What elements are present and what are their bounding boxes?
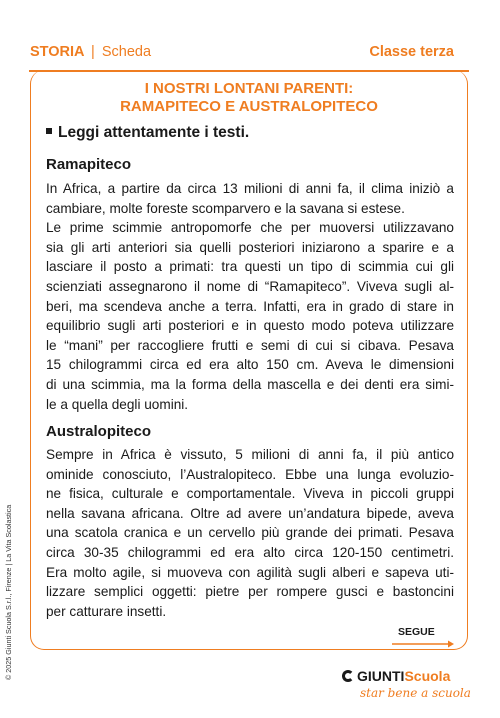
text-line: lasciare il posto a primati: tra questi un tipo di scimmia cui gli (46, 259, 454, 275)
logo-brand: GIUNTI (357, 668, 405, 684)
logo-tagline: star bene a scuola (360, 686, 471, 700)
text-line: equilibrio sugli arti posteriori e in questo modo poteva utilizzare (46, 318, 454, 334)
text-line: lizzare semplici oggetti: pietre per rompere gusci e bastoncini (46, 584, 454, 600)
text-line: beri, ma scendeva anche a terra. Infatti, era in grado di stare in (46, 298, 454, 314)
header-separator: | (91, 44, 95, 60)
text-line: circa 30-35 chilogrammi ed era alto circa 120-150 centimetri. (46, 544, 454, 560)
text-line: di una scimmia, ma la forma della mascella e dei denti era simi- (46, 376, 454, 392)
copyright-notice: © 2025 Giunti Scuola S.r.l., Firenze | La Vita Scolastica (4, 504, 13, 680)
giunti-scuola-logo (342, 668, 471, 708)
text-line: ne fisica, culturale e comportamentale. Viveva in piccoli gruppi (46, 486, 454, 502)
text-line: una scatola cranica e un cervello più grande dei primati. Pesava (46, 525, 454, 541)
segue-label: SEGUE (398, 626, 435, 638)
text-line: nella savana africana. Oltre ad avere un’andatura bipede, aveva (46, 505, 454, 521)
logo-brand-accent: Scuola (404, 668, 451, 684)
g-logo-icon (342, 670, 354, 682)
title-line-1: I NOSTRI LONTANI PARENTI: (144, 80, 354, 97)
logo-wordmark (342, 668, 450, 684)
text-line: Sempre in Africa è vissuto, 5 milioni di anni fa, il più antico (46, 447, 454, 462)
text-line: per catturare insetti. (46, 603, 167, 619)
text-line: 15 chilogrammi circa ed era alto 150 cm. Aveva le dimensioni (46, 357, 454, 373)
section-text-ramapiteco (46, 179, 454, 414)
text-line: le “mani” per raccogliere frutti e semi di cui si cibava. Pesava (46, 337, 454, 353)
subject-label: STORIA (30, 44, 84, 60)
class-label: Classe terza (369, 44, 454, 60)
page-header (30, 44, 454, 62)
text-line: le a quella degli uomini. (46, 396, 189, 412)
page-title (30, 80, 468, 116)
sheet-type-label: Scheda (101, 44, 152, 60)
text-line: Le prime scimmie antropomorfe che per muoversi utilizzavano (46, 220, 454, 236)
square-bullet-icon (46, 128, 52, 134)
text-line: cambiare, molte foreste scomparvero e la savana si estese. (46, 200, 405, 216)
header-subject (30, 44, 151, 60)
text-line: sia gli arti anteriori sia quelli posteriori iniziarono a sparire e a (46, 239, 454, 255)
text-line: ominide conosciuto, l’Australopiteco. Ebbe una lunga evoluzio- (46, 466, 454, 482)
section-title-ramapiteco: Ramapiteco (46, 156, 132, 173)
instruction-text: Leggi attentamente i testi. (58, 124, 250, 141)
section-text-australopiteco (46, 445, 454, 621)
section-title-australopiteco: Australopiteco (46, 423, 152, 440)
text-line: Era molto agile, si muoveva con agilità sugli alberi e sapeva uti- (46, 564, 454, 580)
instruction (46, 124, 249, 142)
text-line: scienziati assegnarono il nome di “Ramapiteco”. Viveva sugli al- (46, 278, 454, 294)
text-line: In Africa, a partire da circa 13 milioni di anni fa, il clima iniziò a (46, 181, 454, 196)
arrow-right-icon (392, 640, 454, 648)
title-line-2: RAMAPITECO E AUSTRALOPITECO (120, 98, 378, 115)
